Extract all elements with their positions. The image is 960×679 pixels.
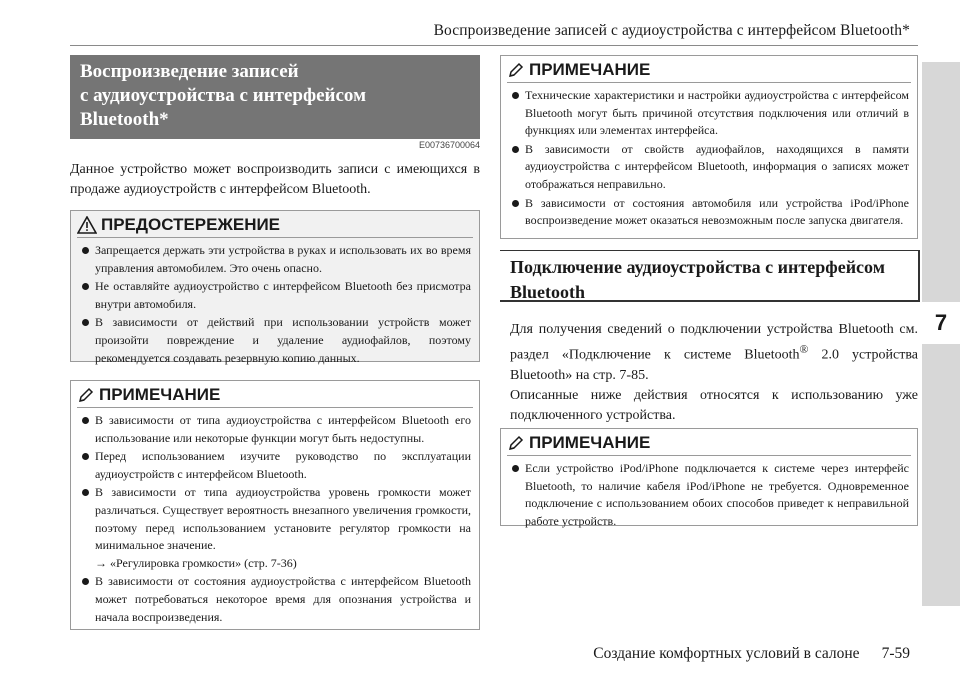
page-title-line: с аудиоустройства с интерфейсом	[80, 85, 367, 106]
note-heading: ПРИМЕЧАНИЕ	[529, 60, 651, 79]
list-item	[509, 87, 909, 140]
chapter-side-tab	[922, 62, 960, 606]
list-item-text: В зависимости от свойств аудиофайлов, находящихся в памяти аудиоустройства с интерфейсом Bluetooth, информация о записях может отображаться неправильно.	[525, 141, 909, 191]
list-item	[79, 314, 471, 367]
section-paragraph: Для получения сведений о подключении устройства Bluetooth см. раздел «Подключение к системе Bluetooth® 2.0 устройства Bluetooth» на стр. 7-85.	[510, 322, 918, 383]
list-item	[509, 141, 909, 194]
bullet-icon	[82, 417, 89, 424]
bullet-icon	[82, 489, 89, 496]
bullet-icon	[512, 200, 519, 207]
list-item-text: Запрещается держать эти устройства в руках и использовать их во время управления автомобилем. Это очень опасно.	[95, 243, 471, 275]
registered-mark: ®	[799, 343, 809, 356]
pencil-note-icon	[507, 434, 525, 452]
bullet-icon	[512, 92, 519, 99]
bullet-icon	[82, 578, 89, 585]
page-footer	[593, 645, 910, 663]
section-heading-bar	[918, 250, 920, 302]
note-box-right-top	[500, 55, 918, 239]
note-box-left	[70, 380, 480, 630]
section-paragraph: Описанные ниже действия относятся к использованию уже подключенного устройства.	[510, 387, 918, 423]
note-header	[71, 381, 479, 407]
list-item-text: В зависимости от типа аудиоустройства с интерфейсом Bluetooth его использование или некоторые функции могут быть недоступны.	[95, 413, 471, 445]
caution-header	[71, 211, 479, 237]
pencil-note-icon	[77, 386, 95, 404]
list-item-text: Перед использованием изучите руководство по эксплуатации аудиоустройств с интерфейсом Bluetooth.	[95, 449, 471, 481]
arrow-right-icon: →	[95, 555, 107, 570]
list-item-text: Если устройство iPod/iPhone подключается к системе через интерфейс Bluetooth, то наличие кабеля iPod/iPhone не требуется. Одновременное подключение с использованием обоих способов приведет к неправильной работе устройств.	[525, 461, 909, 528]
note-list	[501, 456, 917, 535]
note-header	[501, 56, 917, 82]
cross-reference[interactable]	[95, 555, 471, 573]
warning-triangle-icon	[77, 216, 97, 234]
caution-heading: ПРЕДОСТЕРЕЖЕНИЕ	[101, 215, 281, 234]
list-item	[79, 448, 471, 483]
list-item-text: В зависимости от состояния автомобиля или устройства iPod/iPhone воспроизведение может оказаться невозможным после запуска двигателя.	[525, 195, 909, 228]
bullet-icon	[82, 453, 89, 460]
list-item-text: В зависимости от типа аудиоустройства уровень громкости может различаться. Существует вероятность внезапного увеличения громкости, поэтому перед использованием установите регулятор громкости на минимальное значение.	[95, 485, 471, 553]
list-item-text: В зависимости от действий при использовании устройств может произойти повреждение и удаление аудиофайлов, поэтому рекомендуется создавать резервную копию данных.	[95, 315, 471, 365]
list-item	[79, 484, 471, 572]
cross-reference-text[interactable]: «Регулировка громкости» (стр. 7-36)	[110, 555, 297, 570]
list-item-text: В зависимости от состояния аудиоустройства с интерфейсом Bluetooth может потребоваться некоторое время для опознания устройства и начала воспроизведения.	[95, 574, 471, 624]
header-rule	[70, 45, 918, 46]
page-title-line: Bluetooth*	[80, 109, 169, 130]
chapter-number: 7	[922, 302, 960, 344]
list-item	[79, 412, 471, 447]
bullet-icon	[512, 465, 519, 472]
list-item-text: Не оставляйте аудиоустройство с интерфейсом Bluetooth без присмотра внутри автомобиля.	[95, 279, 471, 311]
caution-box	[70, 210, 480, 365]
list-item	[509, 195, 909, 230]
note-heading: ПРИМЕЧАНИЕ	[529, 433, 651, 452]
note-box-right-bottom	[500, 428, 918, 526]
document-code: E00736700064	[418, 140, 480, 150]
page-title-line: Воспроизведение записей	[80, 61, 299, 82]
caution-list	[71, 238, 479, 372]
pencil-note-icon	[507, 61, 525, 79]
note-header	[501, 429, 917, 455]
footer-section-title: Создание комфортных условий в салоне	[593, 645, 860, 662]
section-body	[510, 320, 918, 426]
note-list	[71, 408, 479, 631]
section-heading	[500, 250, 918, 302]
page-title-box	[70, 55, 480, 139]
bullet-icon	[82, 319, 89, 326]
list-item	[509, 460, 909, 530]
page-number: 7-59	[881, 645, 910, 662]
section-heading-line: Подключение аудиоустройства с интерфейсом	[510, 257, 885, 277]
note-heading: ПРИМЕЧАНИЕ	[99, 385, 221, 404]
intro-paragraph: Данное устройство может воспроизводить записи с имеющихся в продаже аудиоустройств с интерфейсом Bluetooth.	[70, 162, 480, 197]
running-head: Воспроизведение записей с аудиоустройства с интерфейсом Bluetooth*	[433, 22, 910, 39]
section-heading-line: Bluetooth	[510, 282, 586, 302]
list-item	[79, 278, 471, 313]
bullet-icon	[82, 283, 89, 290]
bullet-icon	[512, 146, 519, 153]
list-item	[79, 573, 471, 626]
note-list	[501, 83, 917, 235]
list-item	[79, 242, 471, 277]
list-item-text: Технические характеристики и настройки аудиоустройства с интерфейсом Bluetooth могут быть причиной отсутствия подключения или отличий в функциях или элементах интерфейса.	[525, 88, 909, 138]
bullet-icon	[82, 247, 89, 254]
